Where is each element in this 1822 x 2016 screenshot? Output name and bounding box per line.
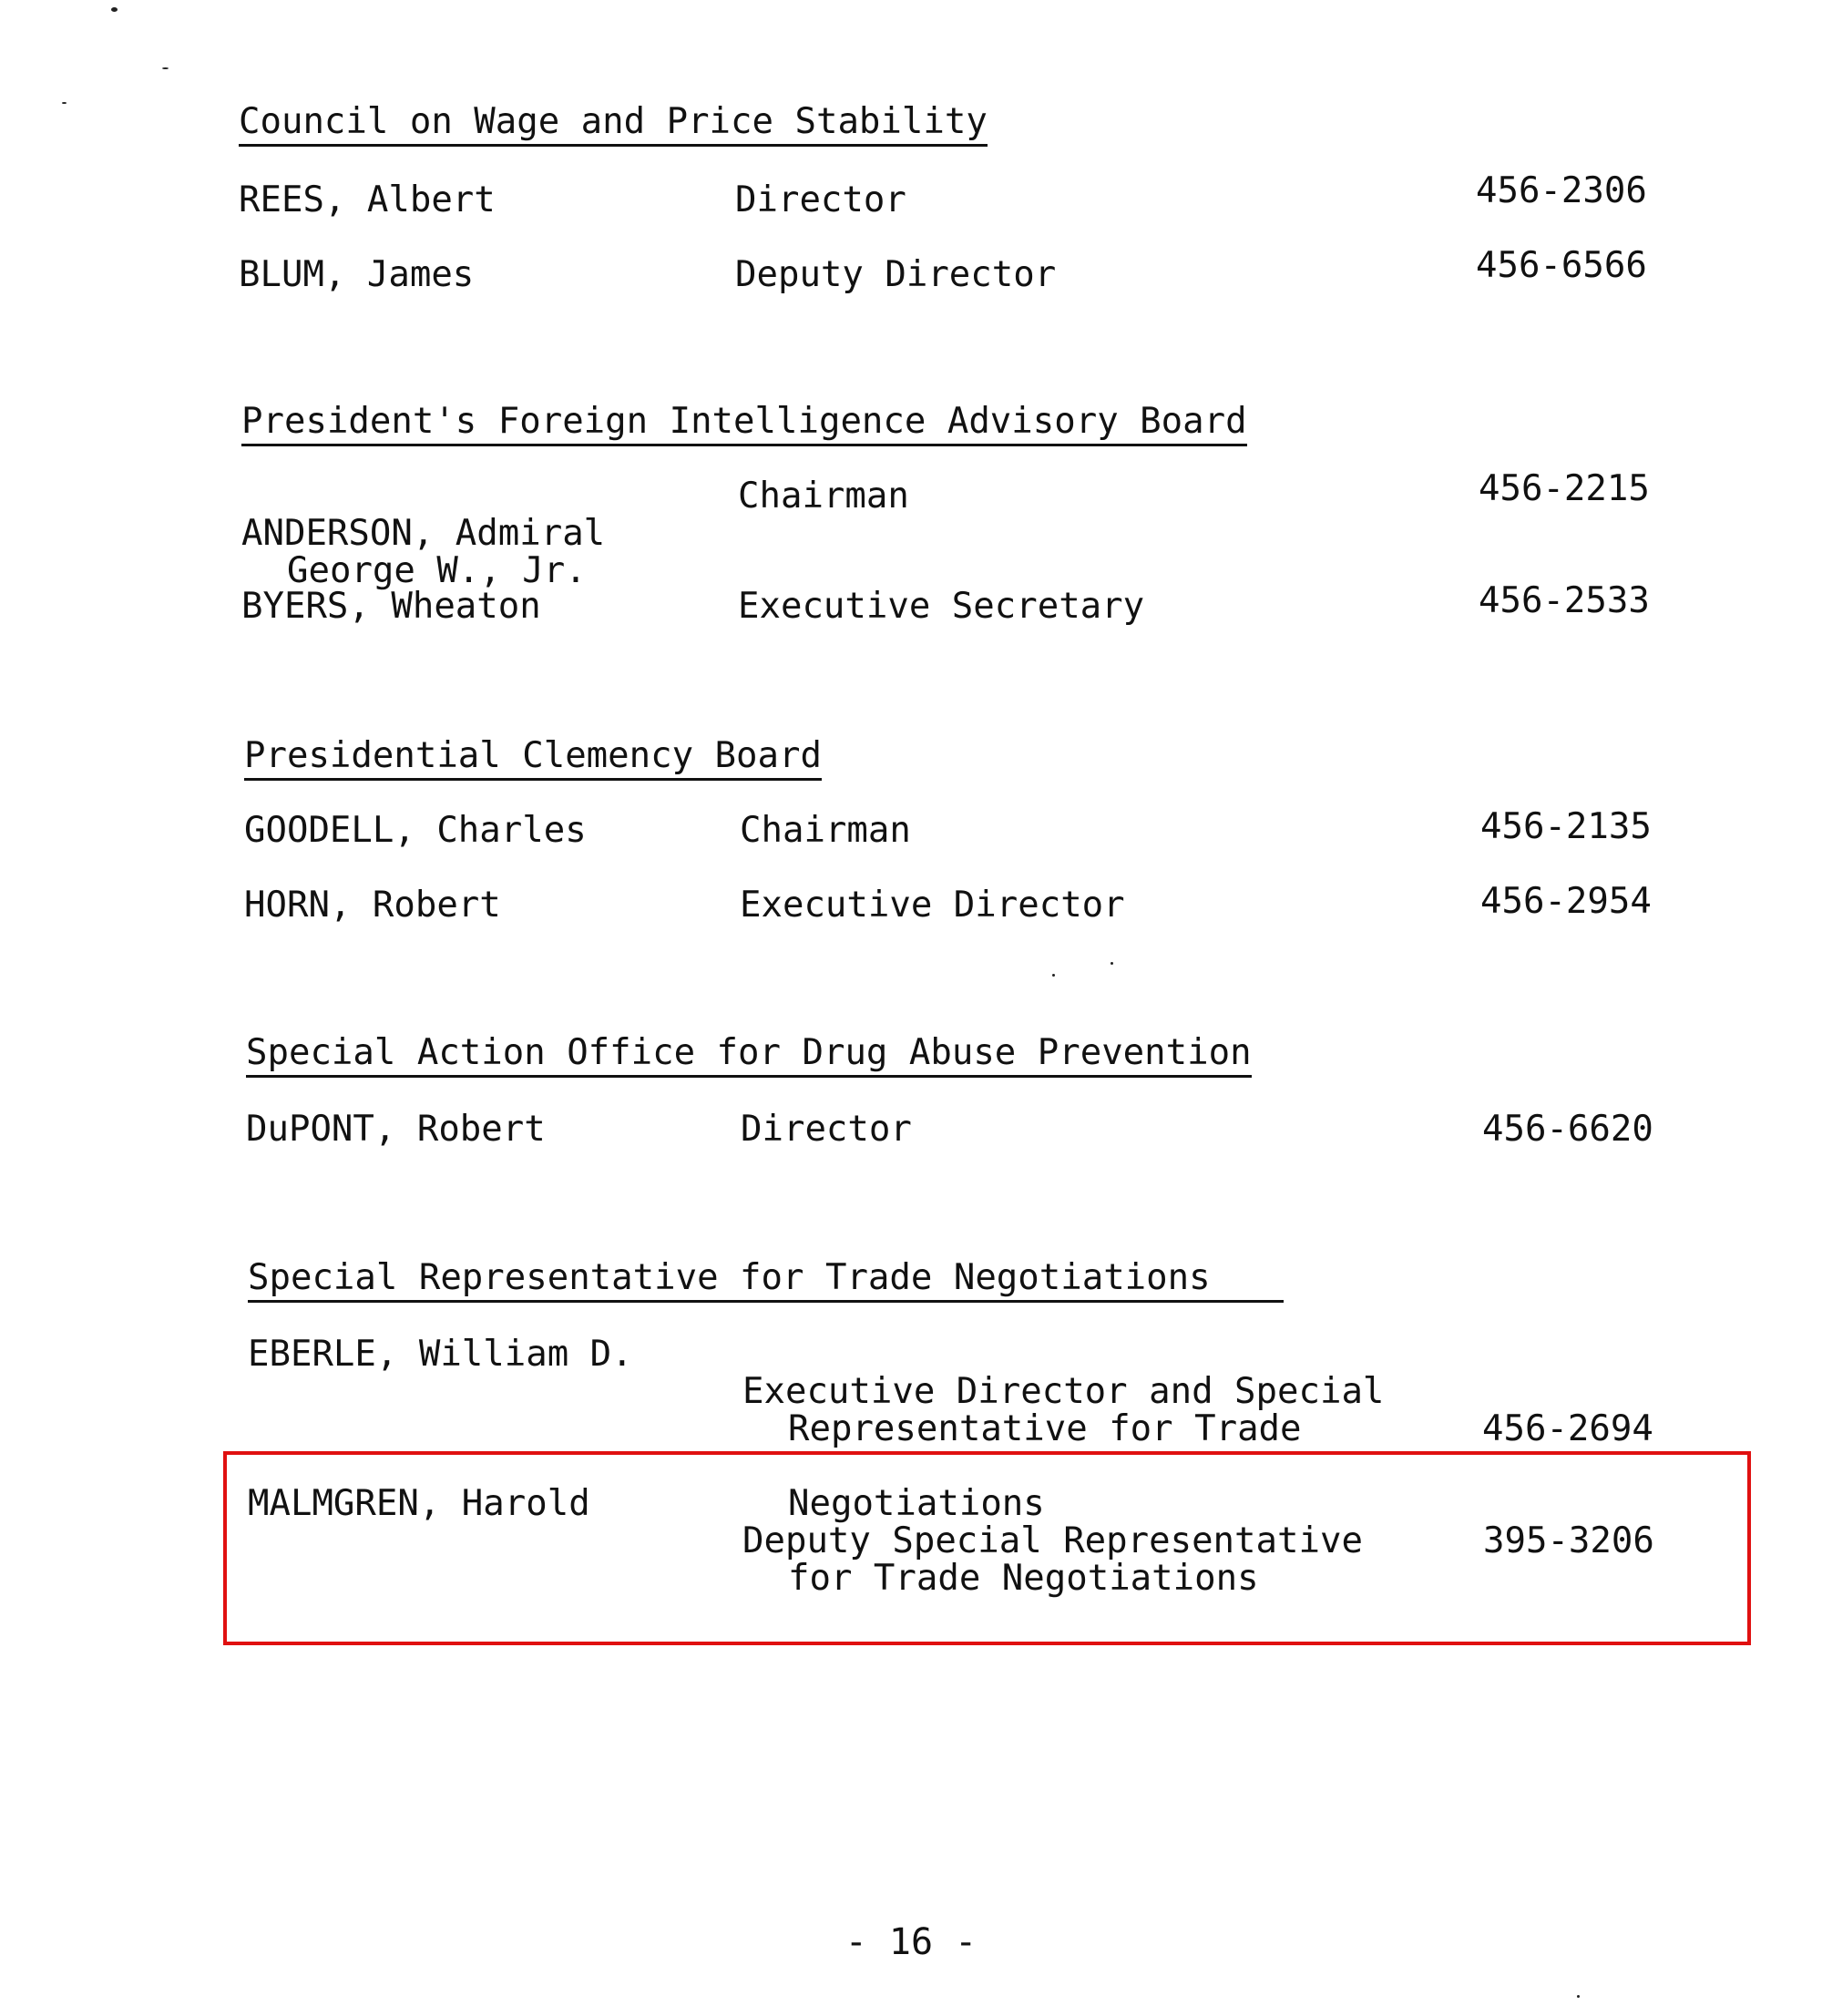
entry-title-line2: for Trade Negotiations: [788, 1558, 1259, 1599]
entry-phone: 456-2306: [1476, 170, 1647, 211]
scan-speck: [1577, 1995, 1580, 1998]
entry-phone: 456-2694: [1482, 1408, 1653, 1449]
scan-speck: [1052, 974, 1055, 977]
entry-title: Executive Secretary: [738, 586, 1145, 627]
entry-phone: 456-2135: [1480, 806, 1652, 847]
entry-name: BYERS, Wheaton: [241, 586, 541, 627]
entry-name-line1: ANDERSON, Admiral: [241, 513, 606, 554]
page-number: - 16 -: [844, 1921, 978, 1963]
entry-title-line2: Representative for Trade: [788, 1408, 1302, 1449]
section-heading: Council on Wage and Price Stability: [239, 102, 988, 147]
scan-speck: [111, 7, 118, 12]
entry-phone: 456-6566: [1476, 245, 1647, 286]
entry-title-line1: Executive Director and Special: [742, 1371, 1385, 1412]
entry-title-line1: Deputy Special Representative: [742, 1520, 1363, 1561]
section-heading: Special Representative for Trade Negotiations: [248, 1258, 1284, 1303]
entry-phone: 456-2215: [1479, 468, 1650, 509]
entry-name: REES, Albert: [239, 179, 496, 220]
entry-title: Director: [741, 1109, 912, 1150]
entry-name: HORN, Robert: [244, 885, 501, 926]
entry-title: Executive Director: [740, 885, 1125, 926]
scan-speck: [62, 102, 67, 104]
entry-title: Chairman: [738, 476, 909, 517]
entry-name: MALMGREN, Harold: [248, 1483, 590, 1524]
entry-name: DuPONT, Robert: [246, 1109, 546, 1150]
section-heading: President's Foreign Intelligence Advisory Board: [241, 402, 1247, 446]
section-heading: Presidential Clemency Board: [244, 736, 822, 781]
entry-name: EBERLE, William D.: [248, 1334, 633, 1375]
scan-speck: [162, 67, 169, 69]
entry-phone: 395-3206: [1483, 1520, 1654, 1561]
entry-phone: 456-2533: [1479, 580, 1650, 621]
highlight-box: [223, 1451, 1751, 1645]
entry-title-line3: Negotiations: [788, 1483, 1045, 1524]
entry-name: GOODELL, Charles: [244, 810, 587, 851]
entry-name: BLUM, James: [239, 254, 475, 295]
section-heading: Special Action Office for Drug Abuse Prevention: [246, 1033, 1252, 1078]
entry-title: Chairman: [740, 810, 911, 851]
scan-speck: [1111, 962, 1113, 965]
entry-title: Deputy Director: [735, 254, 1057, 295]
entry-phone: 456-2954: [1480, 881, 1652, 922]
entry-phone: 456-6620: [1482, 1109, 1653, 1150]
entry-title: Director: [735, 179, 906, 220]
entry-name-line2: George W., Jr.: [287, 550, 587, 591]
